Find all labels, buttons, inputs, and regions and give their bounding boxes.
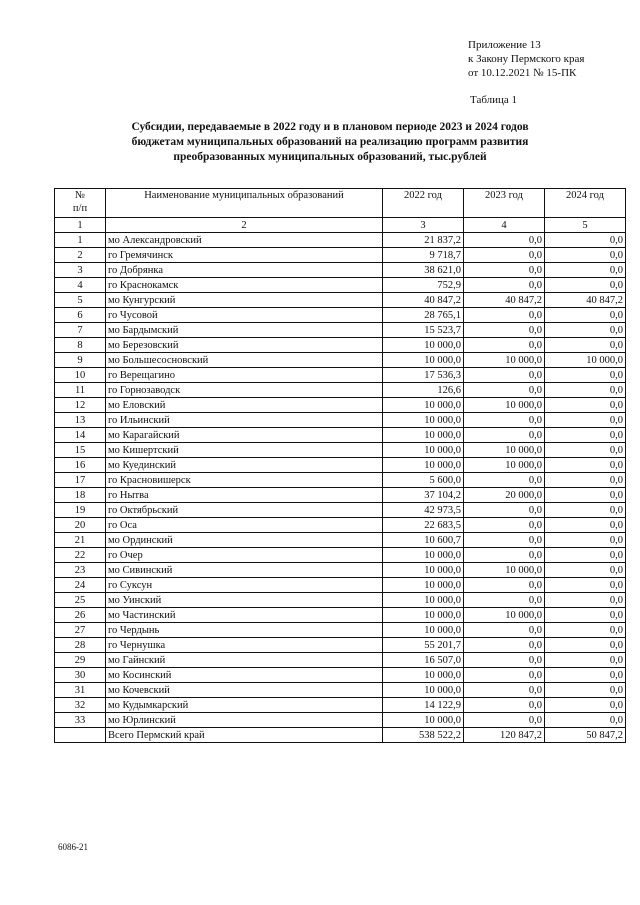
cell-name: мо Гайнский (106, 653, 383, 668)
cell-2023: 0,0 (464, 638, 545, 653)
cell-2024: 0,0 (545, 488, 626, 503)
table-row (55, 563, 626, 578)
cell-no: 22 (55, 548, 106, 563)
cell-2023: 0,0 (464, 578, 545, 593)
table-row (55, 473, 626, 488)
cell-2024: 0,0 (545, 563, 626, 578)
cell-2022: 126,6 (383, 383, 464, 398)
table-row (55, 503, 626, 518)
cell-2023: 10 000,0 (464, 398, 545, 413)
cell-name: мо Частинский (106, 608, 383, 623)
cell-2022: 16 507,0 (383, 653, 464, 668)
cell-name: го Горнозаводск (106, 383, 383, 398)
cell-2023: 20 000,0 (464, 488, 545, 503)
total-no (55, 728, 106, 743)
cell-2023: 0,0 (464, 338, 545, 353)
cell-2022: 10 000,0 (383, 593, 464, 608)
cell-name: го Чердынь (106, 623, 383, 638)
cell-name: го Добрянка (106, 263, 383, 278)
cell-2022: 10 000,0 (383, 713, 464, 728)
cell-2022: 10 000,0 (383, 668, 464, 683)
cell-2022: 37 104,2 (383, 488, 464, 503)
cell-2023: 0,0 (464, 503, 545, 518)
cell-no: 30 (55, 668, 106, 683)
cell-2022: 42 973,5 (383, 503, 464, 518)
cell-name: го Оса (106, 518, 383, 533)
document-code: 6086-21 (58, 842, 88, 852)
table-row (55, 263, 626, 278)
total-name: Всего Пермский край (106, 728, 383, 743)
table-row (55, 278, 626, 293)
cell-2023: 0,0 (464, 533, 545, 548)
cell-2024: 10 000,0 (545, 353, 626, 368)
cell-2022: 10 600,7 (383, 533, 464, 548)
table-row (55, 233, 626, 248)
cell-no: 19 (55, 503, 106, 518)
cell-2024: 0,0 (545, 608, 626, 623)
cell-2024: 0,0 (545, 413, 626, 428)
cell-2022: 10 000,0 (383, 563, 464, 578)
cell-name: го Нытва (106, 488, 383, 503)
table-row (55, 623, 626, 638)
table-row (55, 383, 626, 398)
table-row (55, 398, 626, 413)
title-line-1: Субсидии, передаваемые в 2022 году и в плановом периоде 2023 и 2024 годов (131, 121, 529, 133)
cell-2024: 0,0 (545, 398, 626, 413)
cell-name: го Верещагино (106, 368, 383, 383)
cell-name: мо Еловский (106, 398, 383, 413)
annex-date: от 10.12.2021 № 15-ПК (468, 67, 577, 79)
cell-2023: 0,0 (464, 518, 545, 533)
cell-name: мо Большесосновский (106, 353, 383, 368)
cell-2022: 28 765,1 (383, 308, 464, 323)
cell-name: мо Кочевский (106, 683, 383, 698)
cell-no: 15 (55, 443, 106, 458)
cell-no: 32 (55, 698, 106, 713)
cell-2024: 0,0 (545, 383, 626, 398)
cell-2023: 0,0 (464, 383, 545, 398)
cell-2024: 0,0 (545, 668, 626, 683)
cell-2024: 0,0 (545, 578, 626, 593)
cell-2024: 0,0 (545, 443, 626, 458)
cell-2023: 10 000,0 (464, 443, 545, 458)
cell-2022: 55 201,7 (383, 638, 464, 653)
cell-name: мо Куединский (106, 458, 383, 473)
cell-2022: 17 536,3 (383, 368, 464, 383)
cell-2023: 0,0 (464, 698, 545, 713)
header-no (55, 189, 106, 218)
cell-2024: 0,0 (545, 278, 626, 293)
table-row (55, 638, 626, 653)
cell-2024: 0,0 (545, 458, 626, 473)
table-row (55, 353, 626, 368)
cell-2023: 0,0 (464, 548, 545, 563)
cell-name: го Чернушка (106, 638, 383, 653)
cell-2023: 0,0 (464, 233, 545, 248)
cell-2023: 10 000,0 (464, 458, 545, 473)
cell-2023: 0,0 (464, 653, 545, 668)
header-row (55, 189, 626, 218)
table-row (55, 683, 626, 698)
cell-2024: 0,0 (545, 308, 626, 323)
cell-2024: 0,0 (545, 338, 626, 353)
cell-name: го Краснокамск (106, 278, 383, 293)
cell-2024: 0,0 (545, 653, 626, 668)
cell-2024: 0,0 (545, 698, 626, 713)
cell-no: 3 (55, 263, 106, 278)
cell-no: 24 (55, 578, 106, 593)
cell-2023: 0,0 (464, 263, 545, 278)
cell-no: 25 (55, 593, 106, 608)
cell-no: 28 (55, 638, 106, 653)
total-row (55, 728, 626, 743)
cell-2022: 14 122,9 (383, 698, 464, 713)
cell-no: 29 (55, 653, 106, 668)
cell-no: 31 (55, 683, 106, 698)
colnum-4: 4 (464, 218, 545, 233)
header-name: Наименование муниципальных образований (106, 189, 383, 218)
cell-2022: 38 621,0 (383, 263, 464, 278)
colnum-1: 1 (55, 218, 106, 233)
cell-2023: 0,0 (464, 308, 545, 323)
cell-no: 33 (55, 713, 106, 728)
cell-no: 6 (55, 308, 106, 323)
cell-2022: 10 000,0 (383, 353, 464, 368)
cell-no: 17 (55, 473, 106, 488)
table-row (55, 488, 626, 503)
title-line-2: бюджетам муниципальных образований на реализацию программ развития (131, 136, 529, 148)
cell-name: мо Сивинский (106, 563, 383, 578)
annex-law-ref: к Закону Пермского края (468, 53, 585, 65)
cell-2023: 0,0 (464, 473, 545, 488)
cell-name: го Суксун (106, 578, 383, 593)
annex-title: Приложение 13 (468, 39, 541, 51)
cell-no: 27 (55, 623, 106, 638)
cell-2023: 0,0 (464, 593, 545, 608)
cell-no: 23 (55, 563, 106, 578)
cell-no: 26 (55, 608, 106, 623)
cell-2023: 0,0 (464, 668, 545, 683)
cell-2024: 0,0 (545, 473, 626, 488)
title-line-3: преобразованных муниципальных образований, тыс.рублей (173, 151, 487, 163)
table-row (55, 443, 626, 458)
cell-name: мо Карагайский (106, 428, 383, 443)
cell-2023: 40 847,2 (464, 293, 545, 308)
table-row (55, 368, 626, 383)
cell-name: мо Кудымкарский (106, 698, 383, 713)
colnum-3: 3 (383, 218, 464, 233)
cell-2022: 752,9 (383, 278, 464, 293)
cell-no: 12 (55, 398, 106, 413)
cell-2022: 40 847,2 (383, 293, 464, 308)
table-row (55, 548, 626, 563)
cell-2024: 40 847,2 (545, 293, 626, 308)
cell-no: 9 (55, 353, 106, 368)
cell-2022: 10 000,0 (383, 683, 464, 698)
cell-2024: 0,0 (545, 713, 626, 728)
cell-name: го Чусовой (106, 308, 383, 323)
cell-2022: 10 000,0 (383, 413, 464, 428)
cell-2022: 21 837,2 (383, 233, 464, 248)
cell-2024: 0,0 (545, 533, 626, 548)
header-no-line1: № (74, 190, 86, 201)
total-2024: 50 847,2 (545, 728, 626, 743)
cell-2023: 0,0 (464, 413, 545, 428)
cell-name: го Ильинский (106, 413, 383, 428)
cell-2023: 0,0 (464, 683, 545, 698)
cell-2024: 0,0 (545, 503, 626, 518)
table-row (55, 653, 626, 668)
total-2023: 120 847,2 (464, 728, 545, 743)
subsidies-table (54, 188, 626, 743)
colnum-5: 5 (545, 218, 626, 233)
table-label: Таблица 1 (470, 94, 518, 106)
cell-name: мо Уинский (106, 593, 383, 608)
cell-2022: 15 523,7 (383, 323, 464, 338)
table-row (55, 428, 626, 443)
cell-2024: 0,0 (545, 248, 626, 263)
table-row (55, 308, 626, 323)
header-2022: 2022 год (383, 189, 464, 218)
table-row (55, 518, 626, 533)
cell-name: мо Юрлинский (106, 713, 383, 728)
annex-block (468, 38, 584, 80)
cell-2023: 10 000,0 (464, 563, 545, 578)
cell-no: 20 (55, 518, 106, 533)
cell-2024: 0,0 (545, 638, 626, 653)
cell-no: 2 (55, 248, 106, 263)
table-row (55, 668, 626, 683)
table-row (55, 713, 626, 728)
cell-name: мо Кишертский (106, 443, 383, 458)
table-row (55, 248, 626, 263)
cell-no: 16 (55, 458, 106, 473)
colnum-2: 2 (106, 218, 383, 233)
cell-2024: 0,0 (545, 263, 626, 278)
cell-2022: 10 000,0 (383, 443, 464, 458)
cell-2024: 0,0 (545, 323, 626, 338)
cell-no: 5 (55, 293, 106, 308)
header-2024: 2024 год (545, 189, 626, 218)
cell-2024: 0,0 (545, 593, 626, 608)
cell-2022: 10 000,0 (383, 398, 464, 413)
column-number-row (55, 218, 626, 233)
cell-2022: 5 600,0 (383, 473, 464, 488)
cell-no: 1 (55, 233, 106, 248)
cell-2024: 0,0 (545, 518, 626, 533)
table-row (55, 578, 626, 593)
cell-2023: 0,0 (464, 623, 545, 638)
cell-2024: 0,0 (545, 233, 626, 248)
table-row (55, 608, 626, 623)
cell-2024: 0,0 (545, 368, 626, 383)
cell-2023: 0,0 (464, 323, 545, 338)
cell-2023: 10 000,0 (464, 353, 545, 368)
cell-no: 13 (55, 413, 106, 428)
cell-no: 14 (55, 428, 106, 443)
cell-no: 7 (55, 323, 106, 338)
table-row (55, 593, 626, 608)
cell-2023: 0,0 (464, 248, 545, 263)
cell-2022: 10 000,0 (383, 338, 464, 353)
table-body (55, 233, 626, 728)
cell-name: мо Александровский (106, 233, 383, 248)
cell-2023: 0,0 (464, 368, 545, 383)
total-2022: 538 522,2 (383, 728, 464, 743)
cell-name: мо Кунгурский (106, 293, 383, 308)
header-no-line2: п/п (72, 203, 88, 214)
cell-2024: 0,0 (545, 548, 626, 563)
cell-2023: 0,0 (464, 278, 545, 293)
cell-2022: 10 000,0 (383, 428, 464, 443)
cell-2023: 0,0 (464, 713, 545, 728)
cell-2022: 10 000,0 (383, 623, 464, 638)
cell-no: 21 (55, 533, 106, 548)
table-row (55, 413, 626, 428)
cell-2022: 9 718,7 (383, 248, 464, 263)
header-2023: 2023 год (464, 189, 545, 218)
cell-2022: 10 000,0 (383, 458, 464, 473)
cell-2022: 22 683,5 (383, 518, 464, 533)
cell-2024: 0,0 (545, 683, 626, 698)
cell-name: го Красновишерск (106, 473, 383, 488)
table-row (55, 458, 626, 473)
cell-no: 18 (55, 488, 106, 503)
cell-2024: 0,0 (545, 428, 626, 443)
cell-2023: 0,0 (464, 428, 545, 443)
cell-2023: 10 000,0 (464, 608, 545, 623)
table-row (55, 338, 626, 353)
cell-name: го Очер (106, 548, 383, 563)
cell-no: 11 (55, 383, 106, 398)
cell-2022: 10 000,0 (383, 608, 464, 623)
table-row (55, 323, 626, 338)
cell-name: го Гремячинск (106, 248, 383, 263)
cell-2024: 0,0 (545, 623, 626, 638)
cell-name: мо Бардымский (106, 323, 383, 338)
cell-no: 10 (55, 368, 106, 383)
table-row (55, 698, 626, 713)
cell-2022: 10 000,0 (383, 578, 464, 593)
cell-name: мо Березовский (106, 338, 383, 353)
cell-name: мо Косинский (106, 668, 383, 683)
cell-name: мо Ординский (106, 533, 383, 548)
cell-no: 8 (55, 338, 106, 353)
cell-name: го Октябрьский (106, 503, 383, 518)
cell-2022: 10 000,0 (383, 548, 464, 563)
cell-no: 4 (55, 278, 106, 293)
table-row (55, 293, 626, 308)
table-row (55, 533, 626, 548)
document-title (110, 120, 550, 165)
